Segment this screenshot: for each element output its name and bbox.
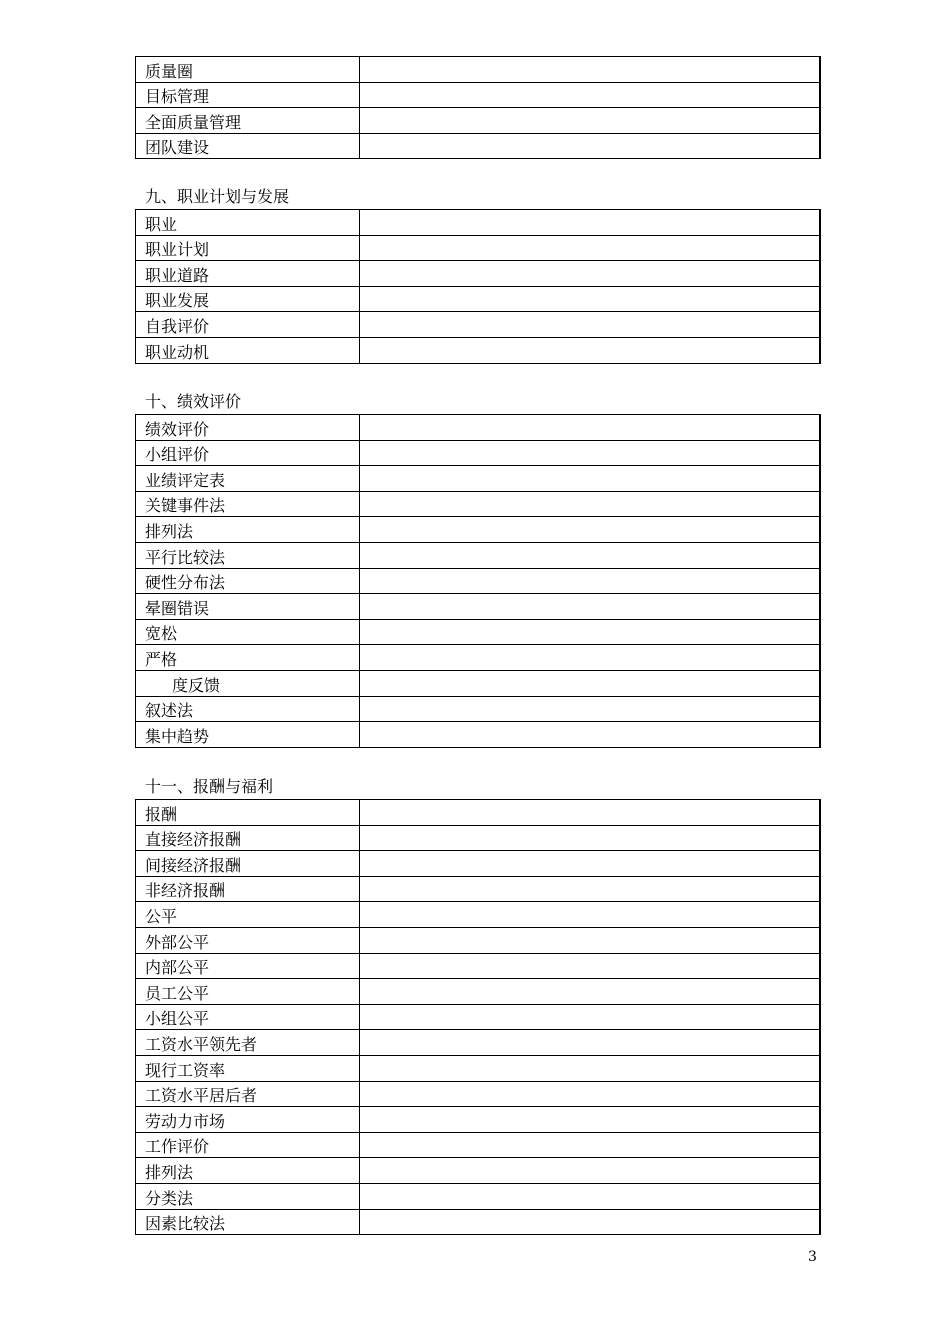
term-cell: 分类法 xyxy=(136,1183,360,1209)
terms-table xyxy=(135,799,821,1235)
table-row xyxy=(136,337,821,363)
answer-cell xyxy=(360,594,821,620)
answer-cell xyxy=(360,876,821,902)
table-row xyxy=(136,261,821,287)
term-cell: 工资水平领先者 xyxy=(136,1030,360,1056)
table-row xyxy=(136,133,821,159)
table-row xyxy=(136,1209,821,1235)
term-cell: 业绩评定表 xyxy=(136,466,360,492)
table-row xyxy=(136,953,821,979)
term-cell: 宽松 xyxy=(136,619,360,645)
term-cell: 绩效评价 xyxy=(136,415,360,441)
term-cell: 目标管理 xyxy=(136,82,360,108)
term-cell: 团队建设 xyxy=(136,133,360,159)
answer-cell xyxy=(360,568,821,594)
term-cell: 职业计划 xyxy=(136,235,360,261)
table-row xyxy=(136,1158,821,1184)
answer-cell xyxy=(360,927,821,953)
table-row xyxy=(136,670,821,696)
answer-cell xyxy=(360,466,821,492)
answer-cell xyxy=(360,133,821,159)
answer-cell xyxy=(360,517,821,543)
table-row xyxy=(136,1183,821,1209)
table-row xyxy=(136,210,821,236)
answer-cell xyxy=(360,82,821,108)
answer-cell xyxy=(360,1055,821,1081)
answer-cell xyxy=(360,696,821,722)
answer-cell xyxy=(360,979,821,1005)
table-row xyxy=(136,108,821,134)
table-row xyxy=(136,1081,821,1107)
table-row xyxy=(136,851,821,877)
term-cell: 工资水平居后者 xyxy=(136,1081,360,1107)
term-cell: 职业道路 xyxy=(136,261,360,287)
term-cell: 集中趋势 xyxy=(136,722,360,748)
answer-cell xyxy=(360,953,821,979)
answer-cell xyxy=(360,440,821,466)
table-row xyxy=(136,927,821,953)
term-cell: 因素比较法 xyxy=(136,1209,360,1235)
term-cell: 质量圈 xyxy=(136,57,360,83)
term-cell: 直接经济报酬 xyxy=(136,825,360,851)
table-compensation xyxy=(135,799,821,1235)
answer-cell xyxy=(360,825,821,851)
term-cell: 员工公平 xyxy=(136,979,360,1005)
answer-cell xyxy=(360,108,821,134)
section-title-career: 九、职业计划与发展 xyxy=(145,187,290,206)
answer-cell xyxy=(360,645,821,671)
table-row xyxy=(136,722,821,748)
table-row xyxy=(136,1004,821,1030)
answer-cell xyxy=(360,542,821,568)
term-cell: 晕圈错误 xyxy=(136,594,360,620)
term-cell: 外部公平 xyxy=(136,927,360,953)
answer-cell xyxy=(360,491,821,517)
answer-cell xyxy=(360,312,821,338)
term-cell: 工作评价 xyxy=(136,1132,360,1158)
term-cell: 关键事件法 xyxy=(136,491,360,517)
answer-cell xyxy=(360,57,821,83)
table-row xyxy=(136,235,821,261)
term-cell: 严格 xyxy=(136,645,360,671)
answer-cell xyxy=(360,722,821,748)
answer-cell xyxy=(360,1183,821,1209)
table-row xyxy=(136,594,821,620)
answer-cell xyxy=(360,210,821,236)
table-row xyxy=(136,517,821,543)
term-cell: 间接经济报酬 xyxy=(136,851,360,877)
term-cell: 职业动机 xyxy=(136,337,360,363)
table-quality-management xyxy=(135,56,821,159)
answer-cell xyxy=(360,1158,821,1184)
table-row xyxy=(136,491,821,517)
answer-cell xyxy=(360,415,821,441)
term-cell: 平行比较法 xyxy=(136,542,360,568)
answer-cell xyxy=(360,1209,821,1235)
table-row xyxy=(136,312,821,338)
term-cell: 小组评价 xyxy=(136,440,360,466)
term-cell: 自我评价 xyxy=(136,312,360,338)
answer-cell xyxy=(360,261,821,287)
table-row xyxy=(136,825,821,851)
term-cell: 内部公平 xyxy=(136,953,360,979)
table-row xyxy=(136,619,821,645)
term-cell: 非经济报酬 xyxy=(136,876,360,902)
term-cell: 报酬 xyxy=(136,800,360,826)
answer-cell xyxy=(360,851,821,877)
term-cell: 职业 xyxy=(136,210,360,236)
section-title-performance: 十、绩效评价 xyxy=(145,392,242,411)
page-number: 3 xyxy=(808,1249,817,1265)
term-cell: 公平 xyxy=(136,902,360,928)
table-row xyxy=(136,800,821,826)
table-row xyxy=(136,57,821,83)
table-row xyxy=(136,1132,821,1158)
answer-cell xyxy=(360,902,821,928)
answer-cell xyxy=(360,235,821,261)
table-row xyxy=(136,1107,821,1133)
answer-cell xyxy=(360,1081,821,1107)
table-row xyxy=(136,876,821,902)
table-row xyxy=(136,1055,821,1081)
answer-cell xyxy=(360,337,821,363)
table-career xyxy=(135,209,821,364)
term-cell: 劳动力市场 xyxy=(136,1107,360,1133)
table-row xyxy=(136,1030,821,1056)
term-cell: 小组公平 xyxy=(136,1004,360,1030)
term-cell: 排列法 xyxy=(136,1158,360,1184)
term-cell: 排列法 xyxy=(136,517,360,543)
term-cell: 度反馈 xyxy=(136,670,360,696)
table-row xyxy=(136,415,821,441)
table-row xyxy=(136,979,821,1005)
answer-cell xyxy=(360,619,821,645)
table-row xyxy=(136,82,821,108)
answer-cell xyxy=(360,1107,821,1133)
terms-table xyxy=(135,209,821,364)
answer-cell xyxy=(360,800,821,826)
term-cell: 硬性分布法 xyxy=(136,568,360,594)
term-cell: 现行工资率 xyxy=(136,1055,360,1081)
terms-table xyxy=(135,414,821,748)
terms-table xyxy=(135,56,821,159)
table-performance xyxy=(135,414,821,748)
answer-cell xyxy=(360,1004,821,1030)
table-row xyxy=(136,645,821,671)
term-cell: 叙述法 xyxy=(136,696,360,722)
table-row xyxy=(136,542,821,568)
answer-cell xyxy=(360,670,821,696)
table-row xyxy=(136,696,821,722)
table-row xyxy=(136,286,821,312)
section-title-compensation: 十一、报酬与福利 xyxy=(145,777,274,796)
table-row xyxy=(136,902,821,928)
table-row xyxy=(136,440,821,466)
term-cell: 职业发展 xyxy=(136,286,360,312)
table-row xyxy=(136,466,821,492)
answer-cell xyxy=(360,286,821,312)
table-row xyxy=(136,568,821,594)
answer-cell xyxy=(360,1030,821,1056)
answer-cell xyxy=(360,1132,821,1158)
term-cell: 全面质量管理 xyxy=(136,108,360,134)
